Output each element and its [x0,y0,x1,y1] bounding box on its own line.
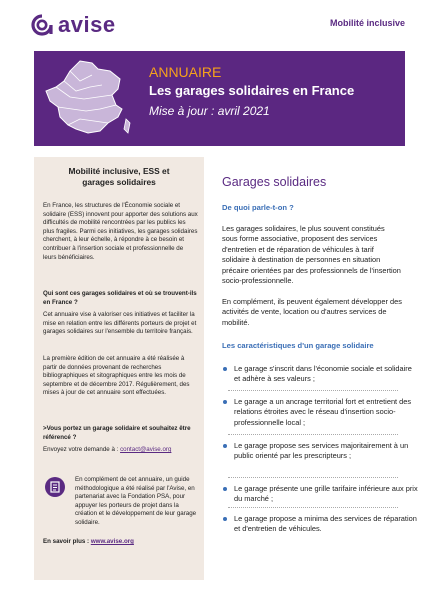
characteristic-item: Le garage propose a minima des services de réparation et d'entretien de véhicules. [222,514,419,535]
guide-book-icon [45,477,65,497]
subheading-characteristics: Les caractéristiques d'un garage solidaire [222,341,374,350]
avise-logo-mark-icon [30,13,54,37]
divider [228,507,398,508]
divider [228,477,398,478]
contact-prefix: Envoyez votre demande à : [43,446,119,453]
divider [228,434,398,435]
characteristic-item: Le garage propose ses services majoritairement à un public orienté par les prescripteurs ; [222,441,419,462]
website-link[interactable]: www.avise.org [90,538,134,545]
sidebar-title-line1: Mobilité inclusive, ESS et [68,166,170,176]
characteristic-item: Le garage présente une grille tarifaire inférieure aux prix du marché ; [222,484,419,505]
title-banner [34,51,405,146]
sidebar-title-line2: garages solidaires [82,177,156,187]
guide-paragraph: En complément de cet annuaire, un guide méthodologique a été réalisé par l'Avise, en partenariat avec la Fondation PSA, pour appuyer les porteurs de projet dans la création et le développement de leur garage solidaire. [75,476,197,526]
banner-kicker: ANNUAIRE [149,64,222,80]
sidebar-title [40,166,198,188]
contact-line [43,446,198,455]
subheading-definition: De quoi parle-t-on ? [222,203,294,212]
question-heading: Qui sont ces garages solidaires et où se trouvent-ils en France ? [43,290,197,306]
characteristic-item: Le garage s'inscrit dans l'économie sociale et solidaire et adhère à ses valeurs ; [222,364,419,385]
page-title: Les garages solidaires en France [149,83,355,98]
avise-logo [30,12,116,38]
france-map-icon [40,57,135,141]
complement-paragraph: En complément, ils peuvent également développer des activités de vente, location ou d'autres services de mobilité. [222,297,402,327]
logo-text: avise [58,12,116,37]
divider [228,390,398,391]
learn-more-prefix: En savoir plus : [43,538,90,545]
definition-paragraph: Les garages solidaires, le plus souvent constitués sous forme associative, proposent des services d'entretien et de réparation de véhicules à tarif solidaire à destination de personnes en situation précaire orientées par des professionnels de l'insertion socio-professionnelle. [222,224,401,286]
contact-email-link[interactable]: contact@avise.org [120,446,172,453]
learn-more-line [43,538,134,545]
intro-paragraph: En France, les structures de l'Économie sociale et solidaire (ESS) innovent pour apporter des solutions aux difficultés de mobilité rencontrées par les publics les plus fragiles. Parmi ces initiatives, les garages solidaires cherchent, à leur échelle, à répondre à ce besoin et contribuer à l'insertion sociale et professionnelle de leurs bénéficiaires. [43,202,198,261]
purpose-paragraph: Cet annuaire vise à valoriser ces initiatives et faciliter la mise en relation entre les différents porteurs de projet et garages solidaires sur l'ensemble du territoire français. [43,311,197,336]
edition-paragraph: La première édition de cet annuaire a été réalisée à partir de données provenant de recherches bibliographiques et sitographiques entre les mois de septembre et de décembre 2017. Régulièrement, des mises à jour de cet annuaire sont effectuées. [43,355,190,397]
header-tag: Mobilité inclusive [329,18,405,28]
characteristic-item: Le garage a un ancrage territorial fort et entretient des relations étroites avec le réseau d'insertion socio-professionnelle local ; [222,397,419,428]
update-date: Mise à jour : avril 2021 [149,104,270,118]
section-title: Garages solidaires [222,175,327,189]
referencing-question: >Vous portez un garage solidaire et souhaitez être référencé ? [43,425,191,441]
